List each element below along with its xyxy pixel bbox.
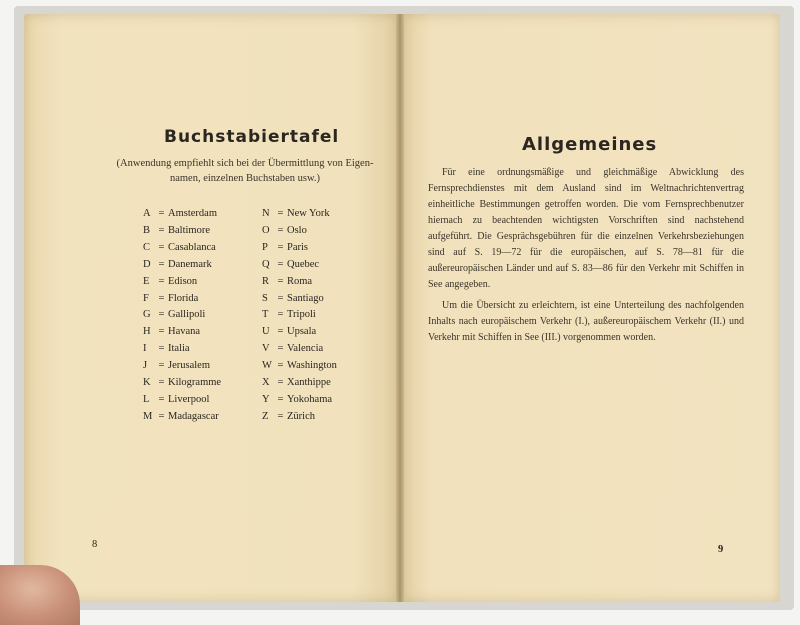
spelling-row — [262, 257, 337, 274]
spelling-letter: W — [262, 360, 272, 372]
spelling-letter: Q — [262, 258, 270, 270]
spelling-letter: G — [143, 309, 151, 321]
spelling-letter: E — [143, 275, 150, 287]
spelling-letter: M — [143, 410, 153, 422]
page-number-left: 8 — [92, 539, 98, 550]
spelling-row — [143, 409, 221, 426]
spelling-word: Liverpool — [168, 393, 210, 405]
spelling-letter: N — [262, 208, 270, 219]
spelling-row — [262, 307, 337, 324]
equals-sign: = — [277, 241, 284, 253]
spelling-letter: F — [143, 292, 149, 304]
spelling-letter: P — [262, 241, 268, 253]
spelling-word: Kilogramme — [168, 377, 222, 389]
spelling-word: Jerusalem — [168, 360, 210, 372]
equals-sign: = — [158, 360, 165, 372]
spelling-row — [143, 341, 221, 358]
spelling-row — [143, 324, 221, 341]
spelling-letter: X — [262, 377, 270, 389]
spelling-row — [262, 291, 337, 308]
spelling-column-1 — [143, 206, 221, 426]
spelling-word: Quebec — [287, 258, 320, 270]
equals-sign: = — [277, 360, 284, 372]
equals-sign: = — [277, 224, 284, 236]
spelling-letter: Z — [262, 410, 269, 422]
spelling-letter: O — [262, 224, 270, 236]
spelling-letter: V — [262, 343, 270, 355]
spelling-letter: D — [143, 258, 151, 270]
equals-sign: = — [158, 208, 165, 219]
spelling-word: Upsala — [287, 326, 317, 338]
equals-sign: = — [158, 393, 165, 405]
spelling-row — [143, 206, 221, 223]
subtitle-line: namen, einzelnen Buchstaben usw.) — [169, 173, 321, 184]
spelling-letter: B — [143, 224, 151, 236]
right-page-title: Allgemeines — [522, 134, 658, 155]
spelling-letter: A — [143, 208, 151, 219]
right-page-body — [428, 165, 744, 351]
subtitle-line: (Anwendung empfiehlt sich bei der Übermittlung von Eigen- — [116, 158, 374, 169]
spelling-word: Florida — [168, 292, 199, 304]
spelling-row — [262, 240, 337, 257]
equals-sign: = — [277, 377, 284, 389]
left-page-title: Buchstabiertafel — [164, 127, 340, 147]
spelling-letter: I — [143, 343, 147, 355]
spelling-word: Edison — [168, 275, 198, 287]
spelling-letter: T — [262, 309, 269, 321]
spelling-row — [262, 206, 337, 223]
spelling-letter: R — [262, 275, 270, 287]
spelling-letter: C — [143, 241, 151, 253]
equals-sign: = — [277, 309, 284, 321]
spelling-row — [262, 274, 337, 291]
spelling-word: Baltimore — [168, 224, 210, 236]
spelling-row — [143, 375, 221, 392]
spelling-row — [262, 409, 337, 426]
equals-sign: = — [158, 292, 165, 304]
equals-sign: = — [277, 258, 284, 270]
spelling-word: Zürich — [287, 410, 315, 422]
spelling-column-2 — [262, 206, 337, 426]
equals-sign: = — [158, 343, 165, 355]
spelling-word: Oslo — [287, 224, 307, 236]
spelling-row — [262, 324, 337, 341]
page-number-right: 9 — [718, 544, 724, 555]
spelling-word: Tripoli — [287, 309, 316, 321]
spelling-word: Roma — [287, 275, 313, 287]
spelling-letter: U — [262, 326, 270, 338]
spelling-word: Casablanca — [168, 241, 216, 253]
equals-sign: = — [158, 224, 165, 236]
spelling-row — [143, 291, 221, 308]
spelling-row — [262, 223, 337, 240]
spelling-word: Paris — [287, 241, 308, 253]
spelling-row — [143, 307, 221, 324]
equals-sign: = — [277, 326, 284, 338]
spelling-word: Yokohama — [287, 393, 333, 405]
equals-sign: = — [277, 343, 284, 355]
paragraph: Für eine ordnungsmäßige und gleichmäßige Abwicklung des Fernsprechdienstes mit dem Ausland sind im Weltnachrichtenvertrag einheitliche Bestimmungen getroffen worden. Die vom Fernsprechbenutzer hiernach zu beachtenden wichtigsten Vorschriften sind nachstehend aufgeführt. Die Gesprächsgebühren für die einzelnen Verkehrsbeziehungen sind auf S. 19—72 für die europäischen, auf S. 78—81 für die außereuropäischen Länder und auf S. 83—86 für den Verkehr mit Schiffen in See angegeben. — [428, 167, 744, 290]
spelling-letter: Y — [262, 393, 270, 405]
spelling-word: Xanthippe — [287, 377, 331, 389]
equals-sign: = — [158, 410, 165, 422]
spelling-row — [143, 358, 221, 375]
equals-sign: = — [277, 208, 284, 219]
spelling-word: Washington — [287, 360, 337, 372]
book-gutter — [396, 14, 404, 602]
equals-sign: = — [158, 275, 165, 287]
spelling-letter: H — [143, 326, 151, 338]
spelling-word: Gallipoli — [168, 309, 206, 321]
spelling-word: Italia — [168, 343, 190, 355]
spelling-letter: L — [143, 393, 150, 405]
equals-sign: = — [158, 377, 165, 389]
equals-sign: = — [158, 326, 165, 338]
spelling-row — [143, 274, 221, 291]
spelling-row — [143, 257, 221, 274]
equals-sign: = — [158, 309, 165, 321]
equals-sign: = — [158, 258, 165, 270]
spelling-row — [143, 240, 221, 257]
spelling-row — [262, 358, 337, 375]
equals-sign: = — [277, 292, 284, 304]
spelling-letter: S — [262, 292, 268, 304]
spelling-letter: J — [143, 360, 148, 372]
equals-sign: = — [277, 275, 284, 287]
paragraph: Um die Übersicht zu erleichtern, ist eine Unterteilung des nachfolgenden Inhalts nach europäischem Verkehr (I.), außereuropäischem Verkehr (II.) und Verkehr mit Schiffen in See (III.) vorgenommen worden. — [428, 300, 744, 343]
spelling-word: Amsterdam — [168, 208, 217, 219]
spelling-word: New York — [287, 208, 330, 219]
equals-sign: = — [158, 241, 165, 253]
spelling-word: Havana — [168, 326, 201, 338]
spelling-row — [262, 392, 337, 409]
spelling-word: Valencia — [287, 343, 324, 355]
spelling-word: Danemark — [168, 258, 212, 270]
spelling-row — [143, 223, 221, 240]
spelling-row — [262, 341, 337, 358]
spelling-row — [143, 392, 221, 409]
equals-sign: = — [277, 410, 284, 422]
spelling-word: Santiago — [287, 292, 324, 304]
left-page-subtitle — [110, 156, 380, 186]
spelling-word: Madagascar — [168, 410, 219, 422]
equals-sign: = — [277, 393, 284, 405]
spelling-row — [262, 375, 337, 392]
spelling-letter: K — [143, 377, 151, 389]
